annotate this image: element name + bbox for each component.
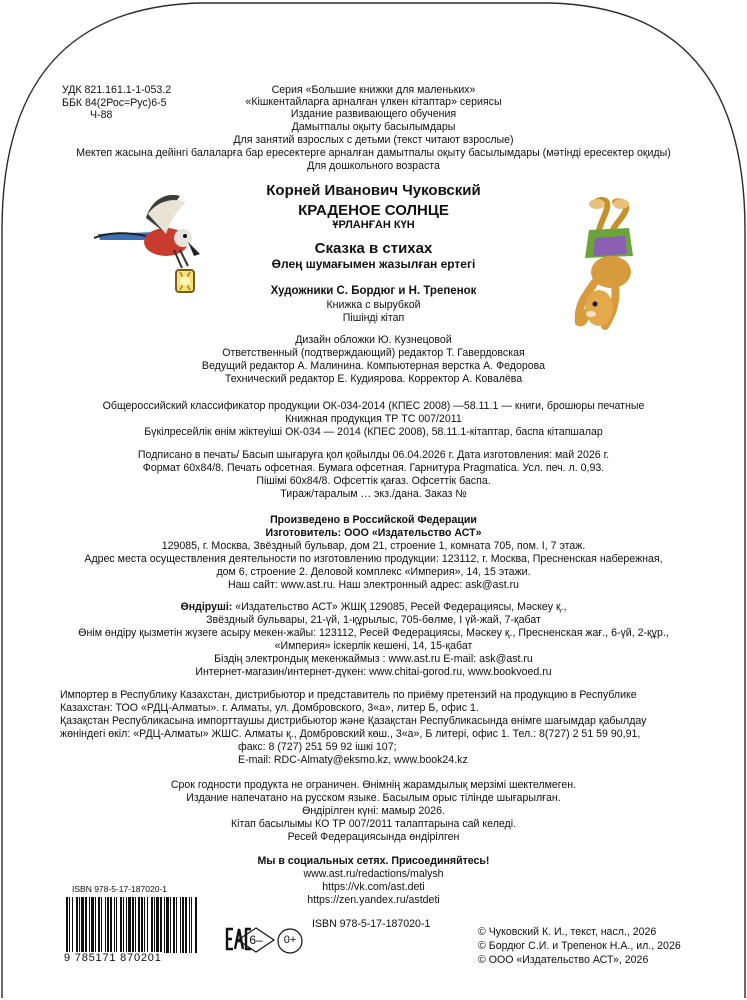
age-mark-2 — [277, 928, 303, 954]
age-label-1: 6– — [249, 933, 263, 947]
bird-illustration — [88, 188, 218, 308]
manufacturer-line: 129085, г. Москва, Звёздный бульвар, дом 21, строение 1, комната 705, пом. I, 7 этаж. — [161, 540, 586, 552]
print-info-line: Тираж/таралым … экз./дана. Заказ № — [280, 488, 467, 500]
print-info-line: Пішімі 60x84/8. Офсеттік қағаз. Офсеттік баспа. — [256, 475, 491, 487]
series-line: «Кішкентайларға арналған үлкен кітаптар» сериясы — [245, 96, 502, 108]
copyright-line: © ООО «Издательство АСТ», 2026 — [478, 954, 649, 966]
kz-manufacturer-line: Біздің электрондық мекенжаймыз : www.ast.ru E-mail: ask@ast.ru — [214, 653, 533, 665]
hare-illustration — [555, 196, 655, 336]
credit-line: Технический редактор Е. Кудиярова. Корректор А. Ковалёва — [224, 373, 523, 385]
book-title-ru: КРАДЕНОЕ СОЛНЦЕ — [298, 202, 449, 219]
social-link[interactable]: https://vk.com/ast.deti — [322, 881, 425, 893]
shelf-life-line: Өндірілген күні: мамыр 2026. — [302, 805, 445, 817]
social-link[interactable]: https://zen.yandex.ru/astdeti — [307, 894, 440, 906]
manufacturer-line: Наш сайт: www.ast.ru. Наш электронный адрес: ask@ast.ru — [227, 579, 520, 591]
kz-manufacturer-line: Өнім өндіру қызметін жүзеге асыру мекен-жайы: 123112, Ресей Федерациясы, Мәскеу қ., Пресненская жағ., 6-үй, 2-құр., — [78, 627, 669, 639]
author-mark: Ч-88 — [90, 109, 113, 121]
kz-manufacturer-first-line — [0, 601, 747, 613]
series-line: Издание развивающего обучения — [290, 108, 457, 120]
genre-ru: Сказка в стихах — [314, 240, 433, 257]
bbk-line: ББК 84(2Рос=Рус)6-5 — [62, 96, 167, 109]
credit-line: Дизайн обложки Ю. Кузнецовой — [295, 334, 452, 346]
kz-manufacturer-label: Өндіруші: — [180, 601, 233, 613]
importer-line: Қазақстан Республикасына импорттаушы дистрибьютор және Қазақстан Республикасында өнімге шағымдар қабылдау — [60, 715, 647, 727]
format-ru: Книжка с вырубкой — [326, 299, 421, 311]
credit-line: Ведущий редактор А. Малинина. Компьютерная верстка А. Федорова — [201, 360, 546, 372]
isbn-main: ISBN 978-5-17-187020-1 — [312, 918, 431, 930]
series-line: Для занятий взрослых с детьми (текст читают взрослые) — [233, 134, 514, 146]
age-label-2: 0+ — [283, 934, 297, 946]
barcode-digits: 9 785171 870201 — [64, 952, 162, 964]
classifier-line: Книжная продукция ТР ТС 007/2011 — [285, 413, 462, 425]
series-line: Для дошкольного возраста — [307, 160, 440, 172]
copyright-line: © Бордюг С.И. и Трепенок Н.А., ил., 2026 — [478, 940, 681, 952]
classifier-line: Общероссийский классификатор продукции ОК-034-2014 (КПЕС 2008) —58.11.1 — книги, брошюры печатные — [102, 400, 645, 412]
importer-line: Казахстан: ТОО «РДЦ-Алматы». г. Алматы, ул. Домбровского, 3«а», литер Б, офис 1. — [60, 702, 479, 714]
shelf-life-line: Кітап басылымы КО ТР 007/2011 талаптарына сай келеді. — [230, 818, 517, 830]
format-kz: Пішінді кітап — [342, 312, 405, 324]
made-in-heading: Произведено в Российской Федерации — [270, 514, 477, 526]
book-title-kz: ҰРЛАНҒАН КҮН — [332, 219, 415, 231]
shelf-life-line: Ресей Федерациясында өндірілген — [287, 831, 460, 843]
author-name: Корней Иванович Чуковский — [266, 182, 481, 199]
importer-line: E-mail: RDC-Almaty@eksmo.kz, www.book24.kz — [238, 754, 468, 766]
print-info-line: Подписано в печать/ Басып шығаруға қол қойылды 06.04.2026 г. Дата изготовления: май 2026 г. — [137, 449, 610, 461]
importer-line: факс: 8 (727) 251 59 92 ішкі 107; — [238, 741, 397, 753]
manufacturer-line: дом 6, строение 2. Деловой комплекс «Империя», 14, 15 этажи. — [216, 566, 531, 578]
print-info-line: Формат 60x84/8. Печать офсетная. Бумага офсетная. Гарнитура Pragmatica. Усл. печ. л. 0,93. — [142, 462, 605, 474]
importer-line: жөніндегі өкіл: «РДЦ-Алматы» ЖШС. Алматы қ., Домбровский көш., 3«а», Б литері, офис 1. Тел.: 8(727) 2 51 59 90,91, — [60, 728, 641, 740]
social-link[interactable]: www.ast.ru/redactions/malysh — [303, 868, 444, 880]
kz-manufacturer-line: Звёздный бульвары, 21-үй, 1-құрылыс, 705-бөлме, I үй-жай, 7-қабат — [206, 614, 541, 626]
shelf-life-line: Срок годности продукта не ограничен. Өнімнің жарамдылық мерзімі шектелмеген. — [170, 779, 577, 791]
series-line: Мектеп жасына дейінгі балаларға бар ересектерге арналған дамытпалы оқыту басылымдары (мәтінді ересектер оқиды) — [76, 147, 671, 159]
series-line: Дамытпалы оқыту басылымдары — [291, 121, 456, 133]
genre-kz: Өлең шумағымен жазылған ертегі — [271, 257, 476, 271]
artists-credit: Художники С. Бордюг и Н. Трепенок — [270, 285, 477, 297]
age-mark-1 — [236, 926, 276, 954]
social-heading: Мы в социальных сетях. Присоединяйтесь! — [257, 855, 490, 867]
manufacturer-line: Адрес места осуществления деятельности по изготовлению продукции: 123112, г. Москва, Пресненская набережная, — [84, 553, 663, 565]
series-line: Серия «Большие книжки для маленьких» — [271, 84, 476, 96]
copyright-line: © Чуковский К. И., текст, насл., 2026 — [478, 926, 657, 938]
kz-manufacturer-text: «Издательство АСТ» ЖШҚ 129085, Ресей Федерациясы, Мәскеу қ., — [232, 601, 567, 613]
importer-line: Импортер в Республику Казахстан, дистрибьютор и представитель по приёму претензий на продукцию в Республике — [60, 689, 637, 701]
udk-line: УДК 821.161.1-1-053.2 — [62, 84, 172, 96]
classifier-line: Бүкілресейлік өнім жіктеуіші ОК-034 — 2014 (КПЕС 2008), 58.11.1-кітаптар, баспа кітапшалар — [144, 426, 603, 438]
kz-manufacturer-line: Интернет-магазин/интернет-дүкен: www.chitai-gorod.ru, www.bookvoed.ru — [195, 666, 552, 678]
credit-line: Ответственный (подтверждающий) редактор Т. Гавердовская — [222, 347, 525, 359]
isbn-small: ISBN 978-5-17-187020-1 — [72, 884, 167, 894]
manufacturer-heading: Изготовитель: ООО «Издательство АСТ» — [265, 527, 482, 539]
shelf-life-line: Издание напечатано на русском языке. Басылым орыс тілінде шығарылған. — [186, 792, 561, 804]
kz-manufacturer-line: «Империя» іскерлік кешені, 14, 15-қабат — [274, 640, 473, 652]
